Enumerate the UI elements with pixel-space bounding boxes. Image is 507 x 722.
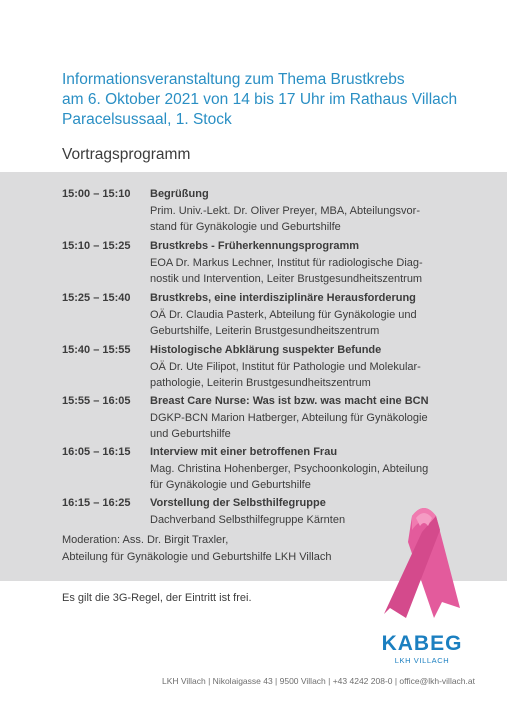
header-line-1: Informationsveranstaltung zum Thema Brustkrebs [62,71,405,88]
logo-sub-text: LKH VILLACH [394,656,450,665]
program-speaker: Mag. Christina Hohenberger, Psychoonkologin, Abteilung für Gynäkologie und Geburtshilfe [150,463,429,491]
pink-ribbon-icon [382,496,466,618]
program-time: 15:10 – 15:25 [62,240,131,252]
event-header [62,70,482,130]
program-speaker: EOA Dr. Markus Lechner, Institut für radiologische Diag- nostik und Intervention, Leiter Brustgesundheitszentrum [150,257,423,285]
program-time: 16:05 – 16:15 [62,446,131,458]
program-speaker: Prim. Univ.-Lekt. Dr. Oliver Preyer, MBA, Abteilungsvor- stand für Gynäkologie und Geburtshilfe [150,205,420,233]
program-title: Brustkrebs - Früherkennungsprogramm [150,240,360,252]
program-title: Vorstellung der Selbsthilfegruppe [150,497,326,509]
contact-footer: LKH Villach | Nikolaigasse 43 | 9500 Villach | +43 4242 208-0 | office@lkh-villach.at [161,676,475,686]
program-time: 15:25 – 15:40 [62,292,131,304]
program-title: Breast Care Nurse: Was ist bzw. was macht eine BCN [150,395,429,407]
program-time: 15:55 – 16:05 [62,395,131,407]
header-line-3: Paracelsussaal, 1. Stock [62,111,232,128]
program-title: Brustkrebs, eine interdisziplinäre Herausforderung [150,292,416,304]
program-heading: Vortragsprogramm [62,146,191,163]
moderation-note: Moderation: Ass. Dr. Birgit Traxler, Abteilung für Gynäkologie und Geburtshilfe LKH Villach [62,534,332,563]
program-speaker: DGKP-BCN Marion Hatberger, Abteilung für Gynäkologie und Geburtshilfe [150,412,428,440]
logo-main-text: KABEG [381,632,463,655]
program-time: 15:00 – 15:10 [62,188,131,200]
entry-note: Es gilt die 3G-Regel, der Eintritt ist frei. [62,592,252,604]
kabeg-logo [372,632,472,666]
program-time: 16:15 – 16:25 [62,497,131,509]
program-speaker: OÄ Dr. Claudia Pasterk, Abteilung für Gynäkologie und Geburtshilfe, Leiterin Brustgesundheitszentrum [150,309,417,337]
program-speaker: Dachverband Selbsthilfegruppe Kärnten [150,514,346,526]
program-title: Histologische Abklärung suspekter Befunde [150,344,382,356]
program-title: Begrüßung [150,188,209,200]
program-time: 15:40 – 15:55 [62,344,131,356]
program-title: Interview mit einer betroffenen Frau [150,446,338,458]
program-speaker: OÄ Dr. Ute Filipot, Institut für Pathologie und Molekular- pathologie, Leiterin Brustgesundheitszentrum [150,361,421,389]
header-line-2: am 6. Oktober 2021 von 14 bis 17 Uhr im Rathaus Villach [62,91,458,108]
